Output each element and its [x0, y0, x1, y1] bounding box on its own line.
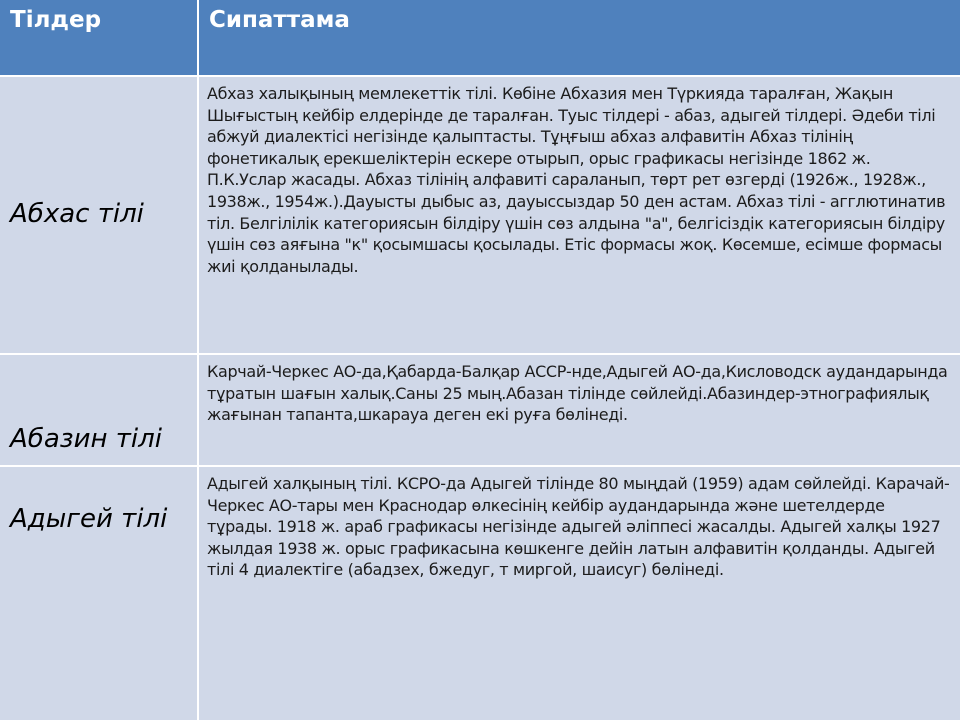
header-languages: Тілдер — [0, 0, 198, 76]
table-header-row — [0, 0, 960, 76]
header-description: Сипаттама — [198, 0, 960, 76]
language-name: Абазин тілі — [10, 424, 162, 455]
language-description-cell — [198, 76, 960, 354]
language-name-cell — [0, 76, 198, 354]
language-name-cell — [0, 466, 198, 720]
language-description: Карчай-Черкес АО-да,Қабарда-Балқар АССР-нде,Адыгей АО-да,Кисловодск аудандарында тұратын шағын халық.Саны 25 мың.Абазан тілінде сөйлейді.Абазиндер-этнографиялық жағынан тапанта,шкарауа деген екі руға бөлінеді. — [207, 362, 948, 425]
table-row — [0, 76, 960, 354]
table-row — [0, 354, 960, 466]
language-description: Абхаз халықының мемлекеттік тілі. Көбіне Абхазия мен Түркияда таралған, Жақын Шығыстың кейбір елдерінде де таралған. Туыс тілдері - абаз, адыгей тілдері. Әдеби тілі абжуй диалектісі негізінде қалыптасты. Тұңғыш абхаз алфавитін Абхаз тілінің фонетикалық ерекшеліктерін ескере отырып, орыс графикасы негізінде 1862 ж. П.К.Услар жасады. Абхаз тілінің алфавиті сараланып, төрт рет өзгерді (1926ж., 1928ж., 1938ж., 1954ж.).Дауысты дыбыс аз, дауыссыздар 50 ден астам. Абхаз тілі - агглютинатив тіл. Белгілілік категориясын білдіру үшін сөз алдына "а", белгісіздік категориясын білдіру үшін сөз аяғына "к" қосымшасы қосылады. Етіс формасы жоқ. Көсемше, есімше формасы жиі қолданылады. — [207, 84, 946, 276]
table-row — [0, 466, 960, 720]
language-name: Адыгей тілі — [10, 504, 168, 535]
language-description: Адыгей халқының тілі. КСРО-да Адыгей тілінде 80 мыңдай (1959) адам сөйлейді. Карачай-Черкес АО-тары мен Краснодар өлкесінің кейбір аудандарында және шетелдерде тұрады. 1918 ж. араб графикасы негізінде адыгей әліппесі жасалды. Адыгей халқы 1927 жылдая 1938 ж. орыс графикасына көшкенге дейін латын алфавитін қолданды. Адыгей тілі 4 диалектіге (абадзех, бжедуг, т миргой, шаисуг) бөлінеді. — [207, 474, 950, 580]
language-description-cell — [198, 354, 960, 466]
language-name: Абхас тілі — [10, 199, 144, 230]
language-name-cell — [0, 354, 198, 466]
language-description-cell — [198, 466, 960, 720]
